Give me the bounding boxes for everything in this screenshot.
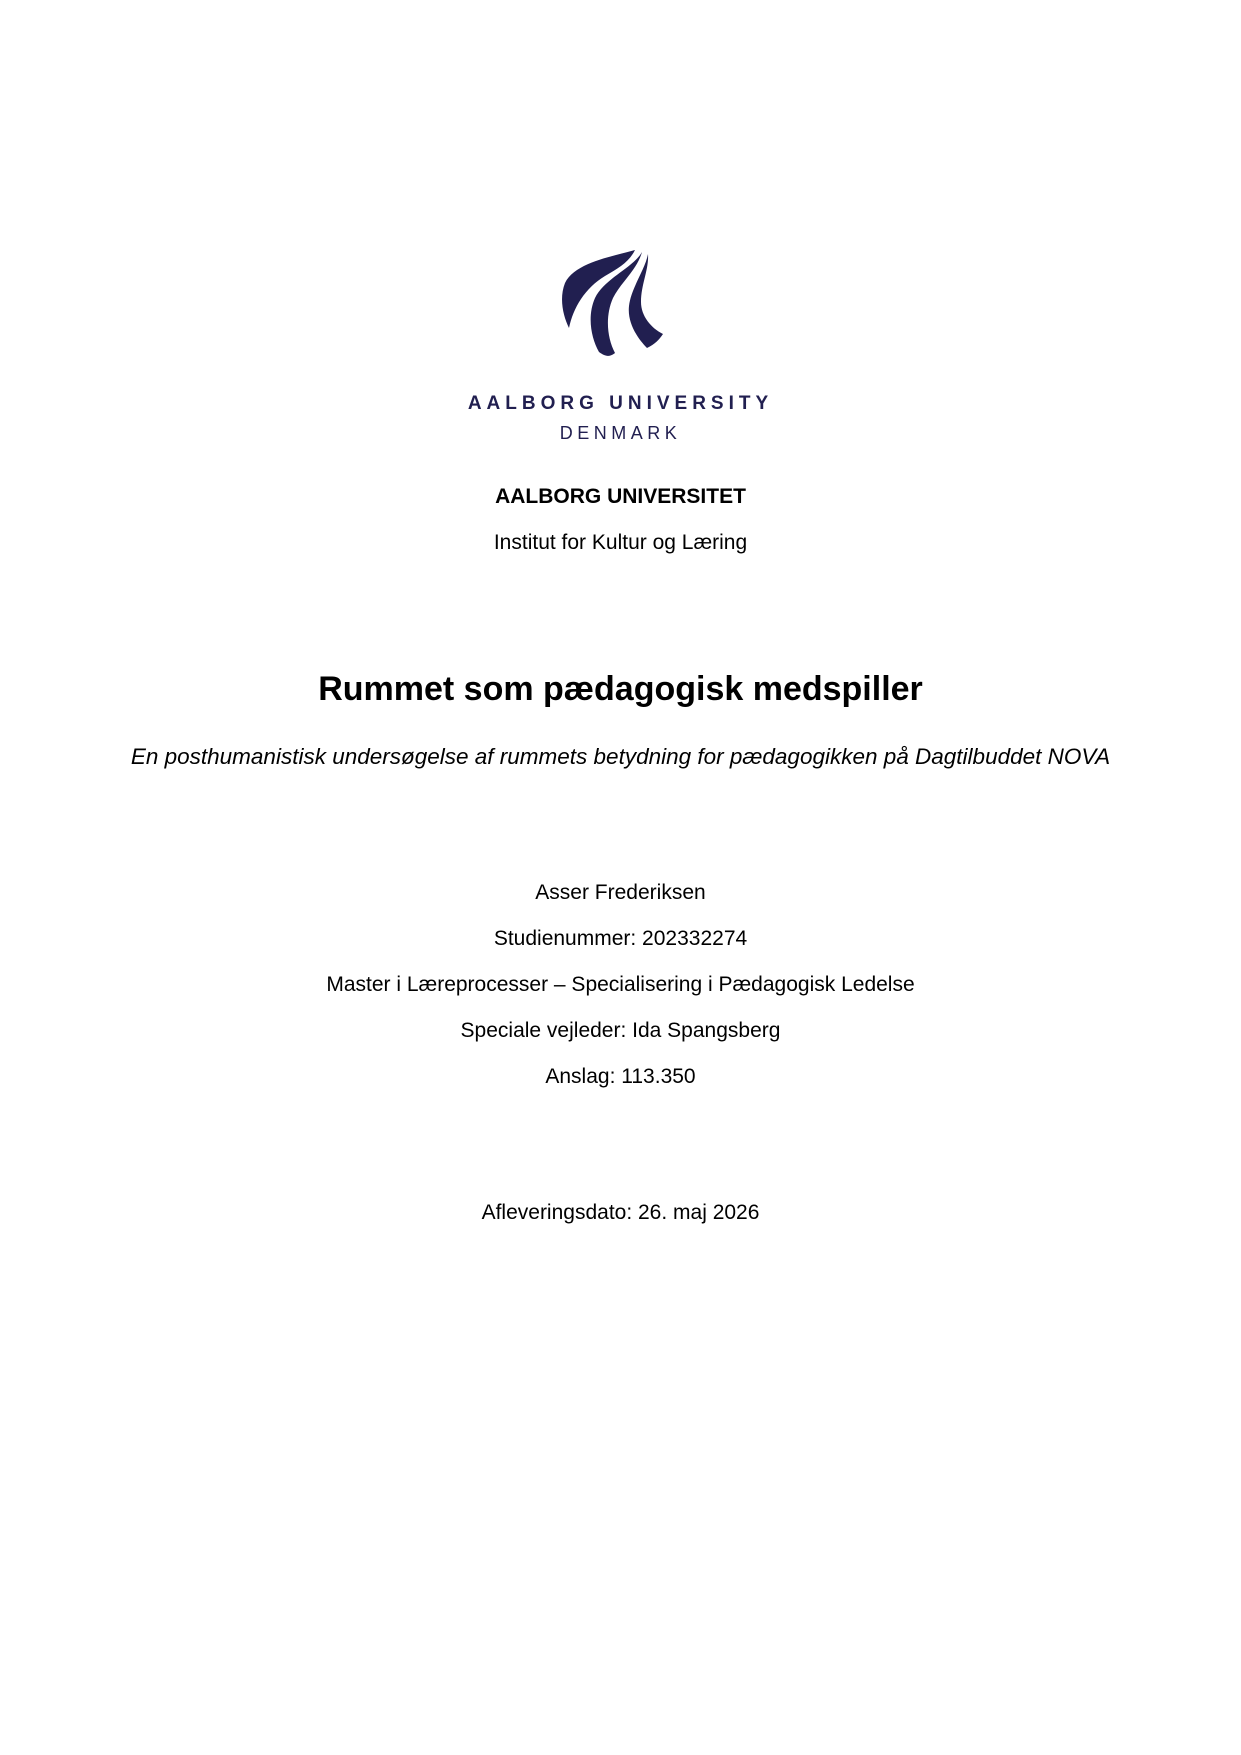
program: Master i Læreprocesser – Specialisering i Pædagogisk Ledelse	[326, 973, 915, 996]
department-name: Institut for Kultur og Læring	[493, 531, 748, 554]
subtitle: En posthumanistisk undersøgelse af rummets betydning for pædagogikken på Dagtilbuddet NOVA	[130, 744, 1111, 769]
aau-logo-icon	[545, 248, 675, 360]
logo-university-name: AALBORG UNIVERSITY	[467, 393, 774, 414]
page-title: Rummet som pædagogisk medspiller	[318, 670, 923, 708]
student-number: Studienummer: 202332274	[493, 927, 748, 950]
submission-date: Afleveringsdato: 26. maj 2026	[481, 1201, 760, 1224]
character-count: Anslag: 113.350	[545, 1065, 696, 1088]
supervisor: Speciale vejleder: Ida Spangsberg	[460, 1019, 781, 1042]
logo-country: DENMARK	[559, 423, 682, 443]
institution-name: AALBORG UNIVERSITET	[495, 485, 746, 508]
author: Asser Frederiksen	[535, 881, 706, 904]
